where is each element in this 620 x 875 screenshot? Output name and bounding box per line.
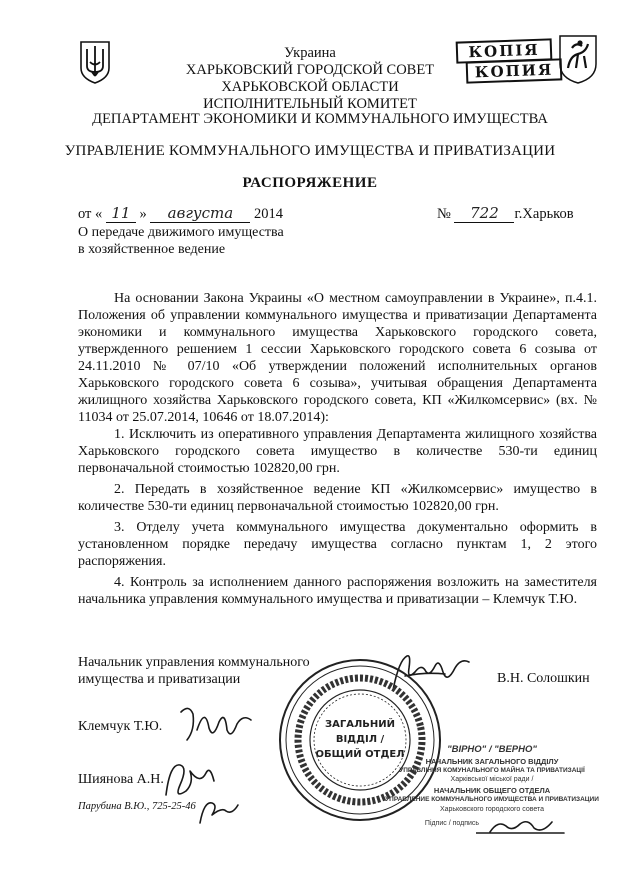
date-line: [78, 204, 283, 223]
item-4-paragraph: 4. Контроль за исполнением данного распоряжения возложить на заместителя начальника управления коммунального имущества и приватизации – Клемчук Т.Ю.: [78, 575, 597, 607]
item-2-paragraph: 2. Передать в хозяйственное ведение КП «Жилкомсервис» имущество в количестве 530-ти единиц первоначальной стоимостью 102820,00 грн.: [78, 482, 597, 514]
seal-center-line-1: ЗАГАЛЬНИЙ: [325, 719, 395, 730]
date-prefix: от «: [78, 206, 103, 222]
rect-stamp-line-6: УПРАВЛЕНИЕ КОММУНАЛЬНОГО ИМУЩЕСТВА И ПРИВАТИЗАЦИИ: [385, 796, 599, 803]
rect-stamp-line-3: УПРАВЛІННЯ КОМУНАЛЬНОГО МАЙНА ТА ПРИВАТИЗАЦІЇ: [399, 767, 585, 774]
approver-2-signature-icon: [160, 755, 240, 825]
date-mid: »: [139, 206, 147, 222]
date-year: 2014: [254, 206, 284, 222]
committee-line: ИСПОЛНИТЕЛЬНЫЙ КОМИТЕТ: [203, 96, 417, 112]
rect-stamp-line-2: НАЧАЛЬНИК ЗАГАЛЬНОГО ВІДДІЛУ: [425, 757, 559, 766]
subject-line-2: в хозяйственное ведение: [78, 242, 226, 257]
seal-center-line-3: ОБЩИЙ ОТДЕЛ: [315, 749, 405, 760]
rect-stamp-line-1: "ВІРНО" / "ВЕРНО": [447, 744, 537, 755]
item-3-paragraph: 3. Отделу учета коммунального имущества документально оформить в установленном порядке передачу имущества согласно пунктам 1, 2 этого распоряжения.: [78, 520, 597, 569]
document-body: [78, 290, 597, 608]
rect-stamp-line-5: НАЧАЛЬНИК ОБЩЕГО ОТДЕЛА: [433, 786, 551, 795]
city-coat-of-arms-icon: [556, 34, 600, 84]
approver-1-signature-icon: [175, 700, 255, 745]
region-line: ХАРЬКОВСКОЙ ОБЛАСТИ: [221, 79, 399, 95]
city-name: г.Харьков: [514, 206, 574, 222]
number-prefix: №: [437, 206, 451, 222]
department-line: ДЕПАРТАМЕНТ ЭКОНОМИКИ И КОММУНАЛЬНОГО ИМУЩЕСТВА: [92, 111, 548, 127]
copy-stamp-ua: КОПІЯ: [456, 38, 553, 63]
document-number: 722: [454, 204, 514, 223]
subject: [78, 224, 284, 258]
executor-line: Парубина В.Ю., 725-25-46: [78, 801, 196, 812]
seal-center-line-2: ВІДДІЛ /: [335, 734, 385, 745]
directorate-title: УПРАВЛЕНИЕ КОММУНАЛЬНОГО ИМУЩЕСТВА И ПРИВАТИЗАЦИИ: [64, 143, 556, 159]
preamble-paragraph: На основании Закона Украины «О местном самоуправлении в Украине», п.4.1. Положения об управлении коммунального имущества и приватизации Департамента экономики и коммунального имущества Харьковского городского совета, утвержденного решением 1 сессии Харьковского городского совета 6 созыва от 24.11.2010 № 07/10 «Об утверждении положений исполнительных органов Харьковского городского совета 6 созыва», учитывая обращения Департамента жилищного хозяйства Харьковского городского совета, КП «Жилкомсервис» (вх. № 11034 от 25.07.2014, 10646 от 18.07.2014):: [78, 291, 597, 425]
position-line-1: Начальник управления коммунального: [78, 655, 310, 670]
position-line-2: имущества и приватизации: [78, 672, 241, 687]
date-day: 11: [106, 204, 136, 223]
certified-copy-stamp: [376, 736, 608, 842]
date-month: августа: [150, 204, 250, 223]
council-line: ХАРЬКОВСКИЙ ГОРОДСКОЙ СОВЕТ: [185, 62, 435, 78]
copy-stamp-ru: КОПИЯ: [466, 58, 563, 83]
subject-line-1: О передаче движимого имущества: [78, 225, 284, 240]
rect-stamp-line-8: Підпис / подпись: [424, 820, 480, 827]
country-line: Украина: [284, 45, 336, 61]
stamp-signature-icon: [476, 818, 566, 836]
approver-2-name: Шиянова А.Н.: [78, 772, 164, 787]
document-type-title: РАСПОРЯЖЕНИЕ: [242, 175, 378, 191]
rect-stamp-line-7: Харьковского городского совета: [439, 806, 545, 813]
head-name: В.Н. Солошкин: [497, 671, 590, 686]
rect-stamp-line-4: Харківської міської ради /: [450, 776, 534, 783]
item-1-paragraph: 1. Исключить из оперативного управления Департамента жилищного хозяйства Харьковского городского совета имущество в количестве 530-ти единиц первоначальной стоимостью 102820,00 грн.: [78, 427, 597, 476]
number-line: [437, 204, 574, 223]
approver-1-name: Клемчук Т.Ю.: [78, 719, 163, 734]
